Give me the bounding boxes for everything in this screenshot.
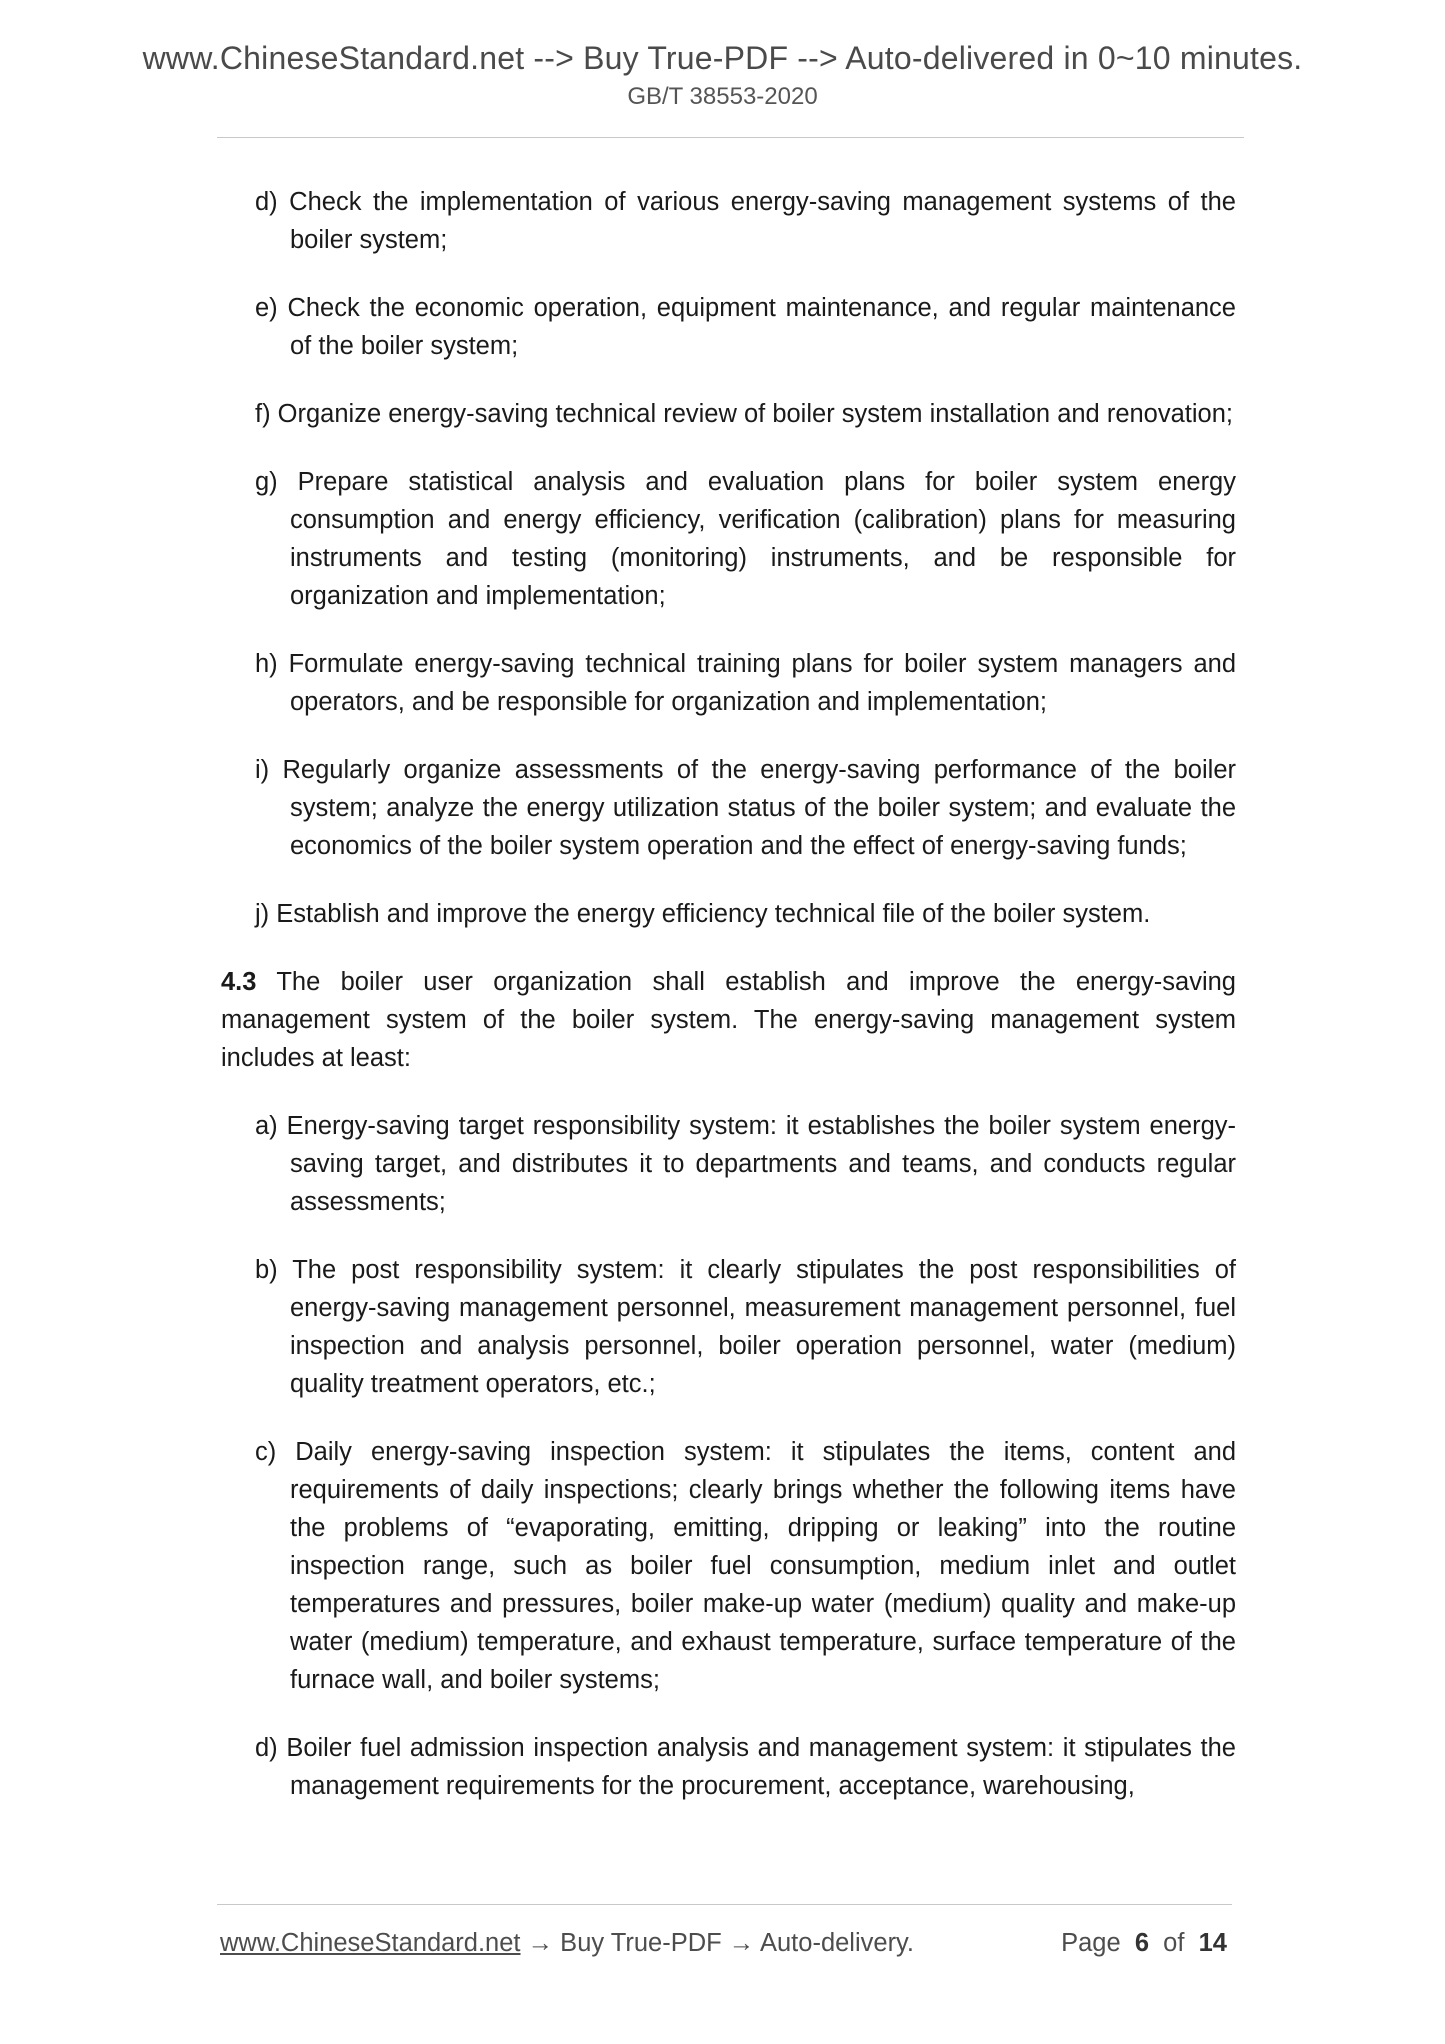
list-item-d-top: d) Check the implementation of various energy-saving management systems of the boiler system; <box>255 188 1236 254</box>
list-item-c: c) Daily energy-saving inspection system: it stipulates the items, content and requirements of daily inspections; clearly brings whether the following items have the problems of “evaporating, emitting, dripping or leaking” into the routine inspection range, such as boiler fuel consumption, medium inlet and outlet temperatures and pressures, boiler make-up water (medium) quality and make-up water (medium) temperature, and exhaust temperature, surface temperature of the furnace wall, and boiler systems; <box>255 1438 1236 1694</box>
list-item-e: e) Check the economic operation, equipment maintenance, and regular maintenance of the boiler system; <box>255 294 1236 360</box>
page-of: of <box>1163 1929 1185 1957</box>
header-divider <box>217 137 1244 138</box>
page-current: 6 <box>1134 1929 1149 1957</box>
page-header <box>0 38 1445 114</box>
standard-number: GB/T 38553-2020 <box>627 83 818 110</box>
footer-site-link[interactable]: www.ChineseStandard.net <box>220 1929 521 1957</box>
list-item-h: h) Formulate energy-saving technical training plans for boiler system managers and operators, and be responsible for organization and implementation; <box>255 650 1236 716</box>
list-item-j: j) Establish and improve the energy efficiency technical file of the boiler system. <box>255 900 1151 928</box>
list-item-a: a) Energy-saving target responsibility system: it establishes the boiler system energy-saving target, and distributes it to departments and teams, and conducts regular assessments; <box>255 1112 1236 1216</box>
clause-4-3 <box>221 963 1236 1077</box>
header-banner-text: www.ChineseStandard.net --> Buy True-PDF --> Auto-delivered in 0~10 minutes. <box>142 40 1303 76</box>
footer-divider <box>217 1904 1232 1905</box>
document-body <box>221 183 1236 1805</box>
page-footer <box>220 1925 1235 1961</box>
list-item-i: i) Regularly organize assessments of the energy-saving performance of the boiler system; analyze the energy utilization status of the boiler system; and evaluate the economics of the boiler system operation and the effect of energy-saving funds; <box>255 756 1236 860</box>
footer-left <box>220 1929 914 1957</box>
list-item-d-bottom: d) Boiler fuel admission inspection analysis and management system: it stipulates the management requirements for the procurement, acceptance, warehousing, <box>255 1734 1236 1800</box>
footer-tagline: → Buy True-PDF → Auto-delivery. <box>520 1929 914 1957</box>
list-item-f: f) Organize energy-saving technical review of boiler system installation and renovation; <box>255 400 1233 428</box>
page-indicator <box>1061 1925 1227 1961</box>
clause-number: 4.3 <box>221 968 257 996</box>
clause-text: The boiler user organization shall establish and improve the energy-saving management system of the boiler system. The energy-saving management system includes at least: <box>221 968 1236 1072</box>
page-label: Page <box>1061 1929 1121 1957</box>
list-item-b: b) The post responsibility system: it clearly stipulates the post responsibilities of energy-saving management personnel, measurement management personnel, fuel inspection and analysis personnel, boiler operation personnel, water (medium) quality treatment operators, etc.; <box>255 1256 1236 1398</box>
list-item-g: g) Prepare statistical analysis and evaluation plans for boiler system energy consumption and energy efficiency, verification (calibration) plans for measuring instruments and testing (monitoring) instruments, and be responsible for organization and implementation; <box>255 468 1236 610</box>
page-total: 14 <box>1198 1929 1227 1957</box>
